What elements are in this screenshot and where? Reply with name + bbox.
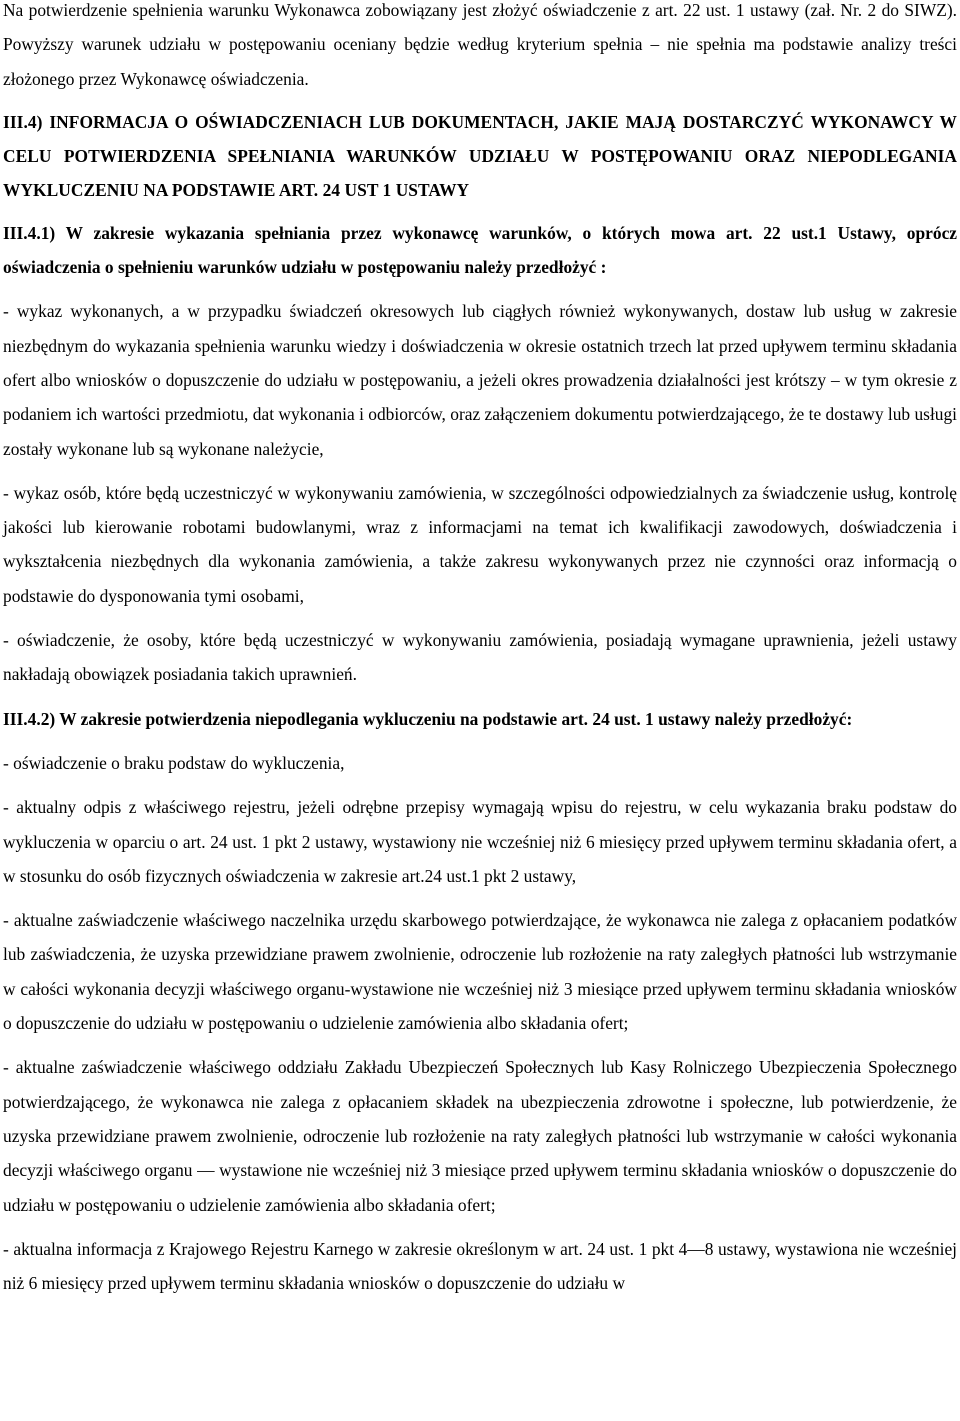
subsection-2-heading: III.4.2) W zakresie potwierdzenia niepodlegania wykluczeniu na podstawie art. 24 ust. 1 ustawy należy przedłożyć: <box>3 708 853 729</box>
subsection-1-heading-bold: III.4.1) W zakresie wykazania spełniania przez wykonawcę warunków, o których mowa art. 22 ust.1 Ustawy, <box>3 222 896 243</box>
list-item: - wykaz wykonanych, a w przypadku świadczeń okresowych lub ciągłych również wykonywanych, dostaw lub usług w zakresie niezbędnym do wykazania spełnienia warunku wiedzy i doświadczenia w okresie ostatnich trzech lat przed upływem terminu składania ofert albo wniosków o dopuszczenie do udziału w postępowaniu, a jeżeli okres prowadzenia działalności jest krótszy – w tym okresie z podaniem ich wartości przedmiotu, dat wykonania i odbiorców, oraz załączeniem dokumentu potwierdzającego, że te dostawy lub usługi zostały wykonane lub są wykonane należycie, <box>3 301 957 459</box>
subsection-1-heading-normal: oprócz oświadczenia o spełnieniu warunków udziału w postępowaniu należy przedłożyć : <box>3 222 958 278</box>
list-item: - oświadczenie o braku podstaw do wykluczenia, <box>3 752 345 773</box>
list-item: - oświadczenie, że osoby, które będą uczestniczyć w wykonywaniu zamówienia, posiadają wymagane uprawnienia, jeżeli ustawy nakładają obowiązek posiadania takich uprawnień. <box>3 630 957 685</box>
intro-paragraph: Na potwierdzenie spełnienia warunku Wykonawca zobowiązany jest złożyć oświadczenie z art. 22 ust. 1 ustawy (zał. Nr. 2 do SIWZ). Powyższy warunek udziału w postępowaniu oceniany będzie według kryterium spełnia – nie spełnia ma podstawie analizy treści złożonego przez Wykonawcę oświadczenia. <box>3 0 957 89</box>
list-item: - aktualne zaświadczenie właściwego naczelnika urzędu skarbowego potwierdzające, że wykonawca nie zalega z opłacaniem podatków lub zaświadczenia, że uzyska przewidziane prawem zwolnienie, odroczenie lub rozłożenie na raty zaległych płatności lub wstrzymanie w całości wykonania decyzji właściwego organu-wystawione nie wcześniej niż 3 miesiące przed upływem terminu składania wniosków o dopuszczenie do udziału w postępowaniu o udzielenie zamówienia albo składania ofert; <box>3 910 957 1034</box>
list-item: - aktualne zaświadczenie właściwego oddziału Zakładu Ubezpieczeń Społecznych lub Kasy Rolniczego Ubezpieczenia Społecznego potwierdzającego, że wykonawca nie zalega z opłacaniem składek na ubezpieczenia zdrowotne i społeczne, lub potwierdzenie, że uzyska przewidziane prawem zwolnienie, odroczenie lub rozłożenie na raty zaległych płatności lub wstrzymanie w całości wykonania decyzji właściwego organu — wystawione nie wcześniej niż 3 miesiące przed upływem terminu składania wniosków o dopuszczenie do udziału w postępowaniu o udzielenie zamówienia albo składania ofert; <box>3 1057 957 1215</box>
subsection-1-heading <box>3 216 957 285</box>
list-item: - wykaz osób, które będą uczestniczyć w wykonywaniu zamówienia, w szczególności odpowiedzialnych za świadczenie usług, kontrolę jakości lub kierowanie robotami budowlanymi, wraz z informacjami na temat ich kwalifikacji zawodowych, doświadczenia i wykształcenia niezbędnych dla wykonania zamówienia, a także zakresu wykonywanych przez nie czynności oraz informacją o podstawie do dysponowania tymi osobami, <box>3 482 957 606</box>
section-heading: III.4) INFORMACJA O OŚWIADCZENIACH LUB DOKUMENTACH, JAKIE MAJĄ DOSTARCZYĆ WYKONAWCY W CELU POTWIERDZENIA SPEŁNIANIA WARUNKÓW UDZIAŁU W POSTĘPOWANIU ORAZ NIEPODLEGANIA WYKLUCZENIU NA PODSTAWIE ART. 24 UST 1 USTAWY <box>3 111 957 201</box>
list-item: - aktualny odpis z właściwego rejestru, jeżeli odrębne przepisy wymagają wpisu do rejestru, w celu wykazania braku podstaw do wykluczenia w oparciu o art. 24 ust. 1 pkt 2 ustawy, wystawiony nie wcześniej niż 6 miesięcy przed upływem terminu składania ofert, a w stosunku do osób fizycznych oświadczenia w zakresie art.24 ust.1 pkt 2 ustawy, <box>3 797 957 886</box>
list-item: - aktualna informacja z Krajowego Rejestru Karnego w zakresie określonym w art. 24 ust. 1 pkt 4—8 ustawy, wystawiona nie wcześniej niż 6 miesięcy przed upływem terminu składania wniosków o dopuszczenie do udziału w <box>3 1238 957 1294</box>
